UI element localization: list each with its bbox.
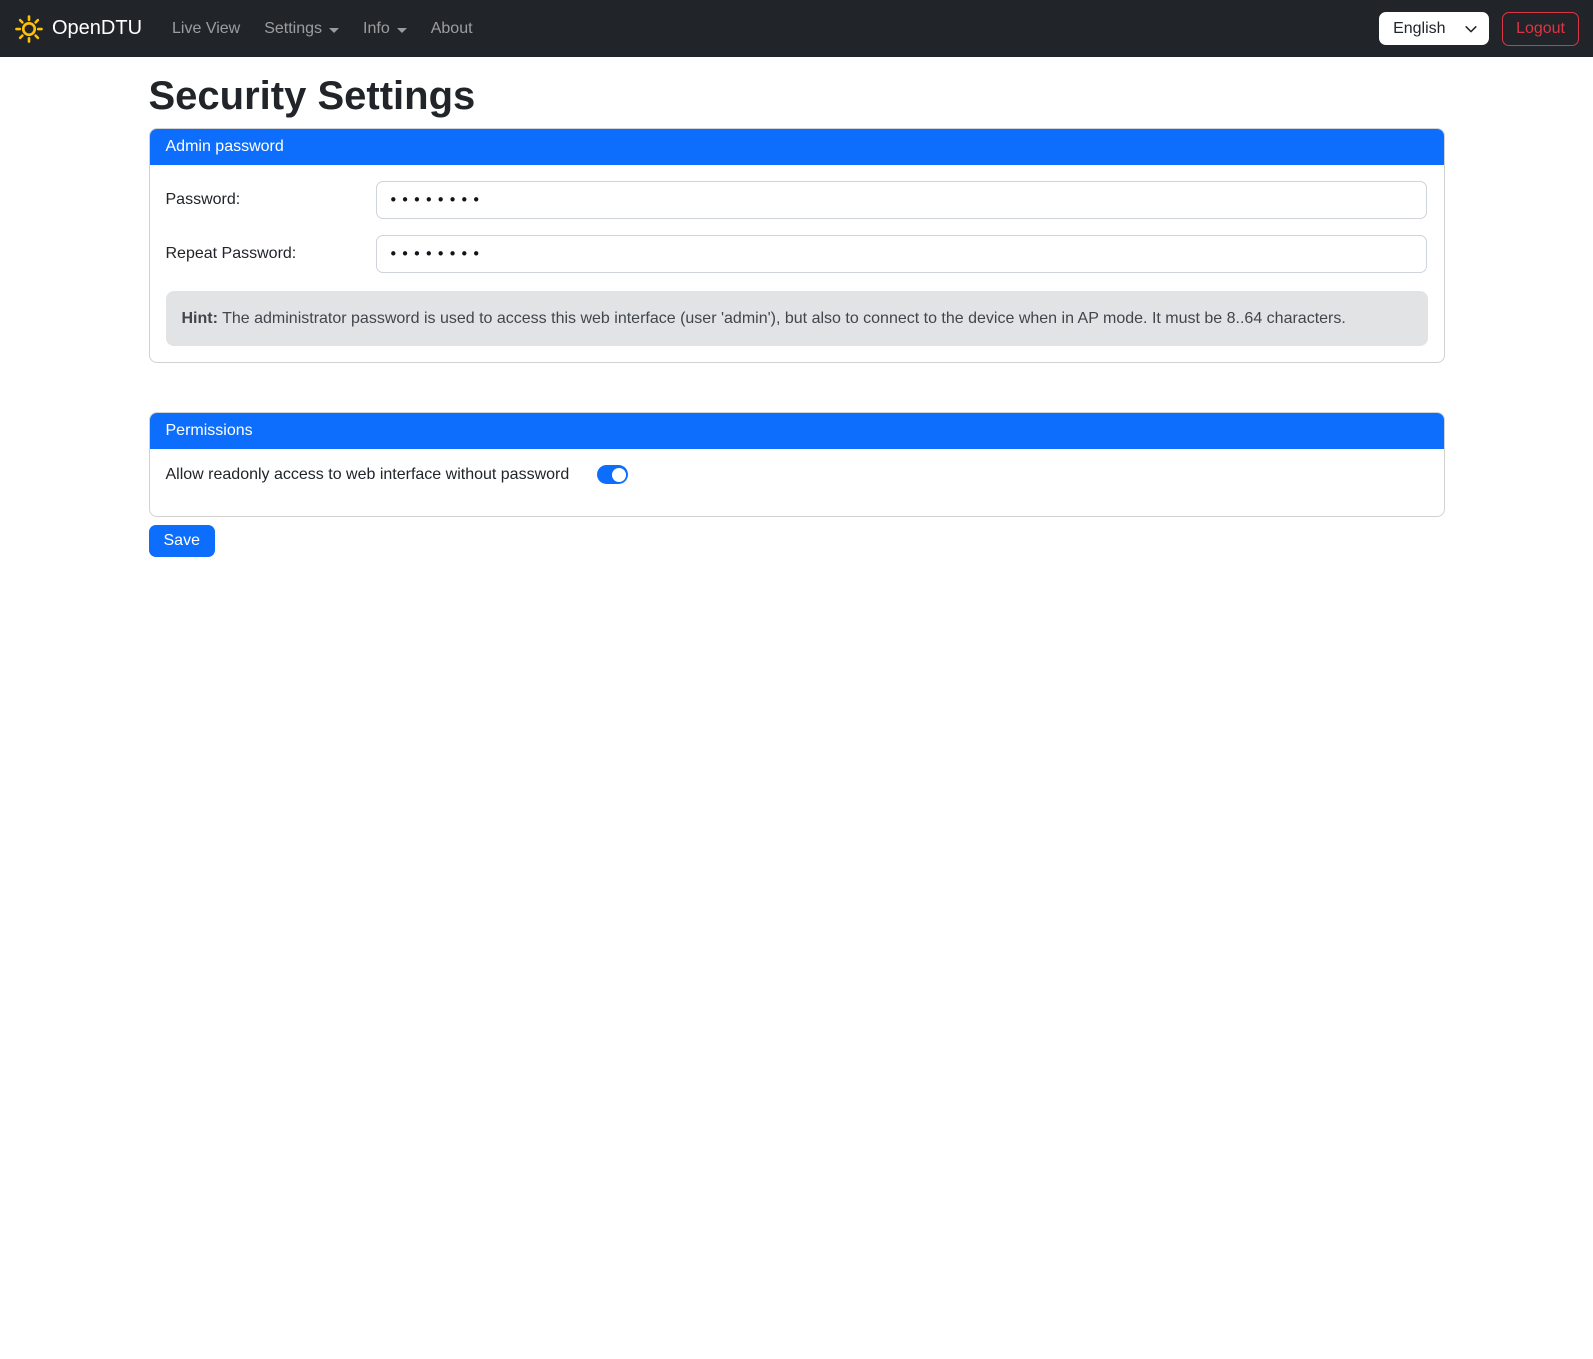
nav-item-settings[interactable]: [264, 12, 339, 46]
password-hint-label: Hint:: [181, 310, 218, 327]
brand-link[interactable]: [14, 14, 142, 44]
admin-password-card-header: Admin password: [150, 129, 1444, 165]
language-select[interactable]: [1379, 12, 1489, 45]
language-select-wrap: [1379, 12, 1489, 45]
nav-item-about[interactable]: About: [430, 19, 473, 37]
permissions-card: [149, 412, 1445, 517]
nav-item-live-view[interactable]: Live View: [172, 19, 241, 37]
password-row: [166, 181, 1428, 219]
repeat-password-row: [166, 235, 1428, 273]
main-content: [137, 74, 1457, 557]
password-input-col: [376, 181, 1428, 219]
readonly-access-toggle[interactable]: [597, 465, 628, 484]
chevron-down-icon: [329, 28, 339, 33]
navbar-left: [14, 12, 485, 46]
page-title: Security Settings: [148, 74, 476, 118]
password-label: Password:: [165, 191, 241, 208]
repeat-password-label: Repeat Password:: [165, 245, 297, 262]
navbar-right: [1379, 12, 1579, 46]
nav-item-settings-label: Settings: [264, 19, 323, 37]
nav-item-info[interactable]: [363, 12, 407, 46]
chevron-down-icon: [397, 28, 407, 33]
repeat-password-input-col: [376, 235, 1428, 273]
password-input[interactable]: [376, 181, 1428, 219]
repeat-password-input[interactable]: [376, 235, 1428, 273]
readonly-access-label: Allow readonly access to web interface without password: [165, 465, 570, 483]
password-hint: [166, 291, 1428, 346]
sun-icon: [14, 14, 44, 44]
password-hint-text: The administrator password is used to access this web interface (user 'admin'), but also to connect to the device when in AP mode. It must be 8..64 characters.: [222, 310, 1346, 327]
permissions-card-header: Permissions: [150, 413, 1444, 449]
brand-label: OpenDTU: [52, 17, 143, 39]
nav-item-info-label: Info: [363, 19, 390, 37]
readonly-access-row: [166, 465, 1428, 484]
permissions-card-body: [150, 449, 1444, 516]
admin-password-card: [149, 128, 1445, 363]
admin-password-card-body: [150, 165, 1444, 362]
navbar: [0, 0, 1593, 57]
save-button[interactable]: Save: [149, 525, 215, 557]
logout-button[interactable]: Logout: [1502, 12, 1579, 46]
